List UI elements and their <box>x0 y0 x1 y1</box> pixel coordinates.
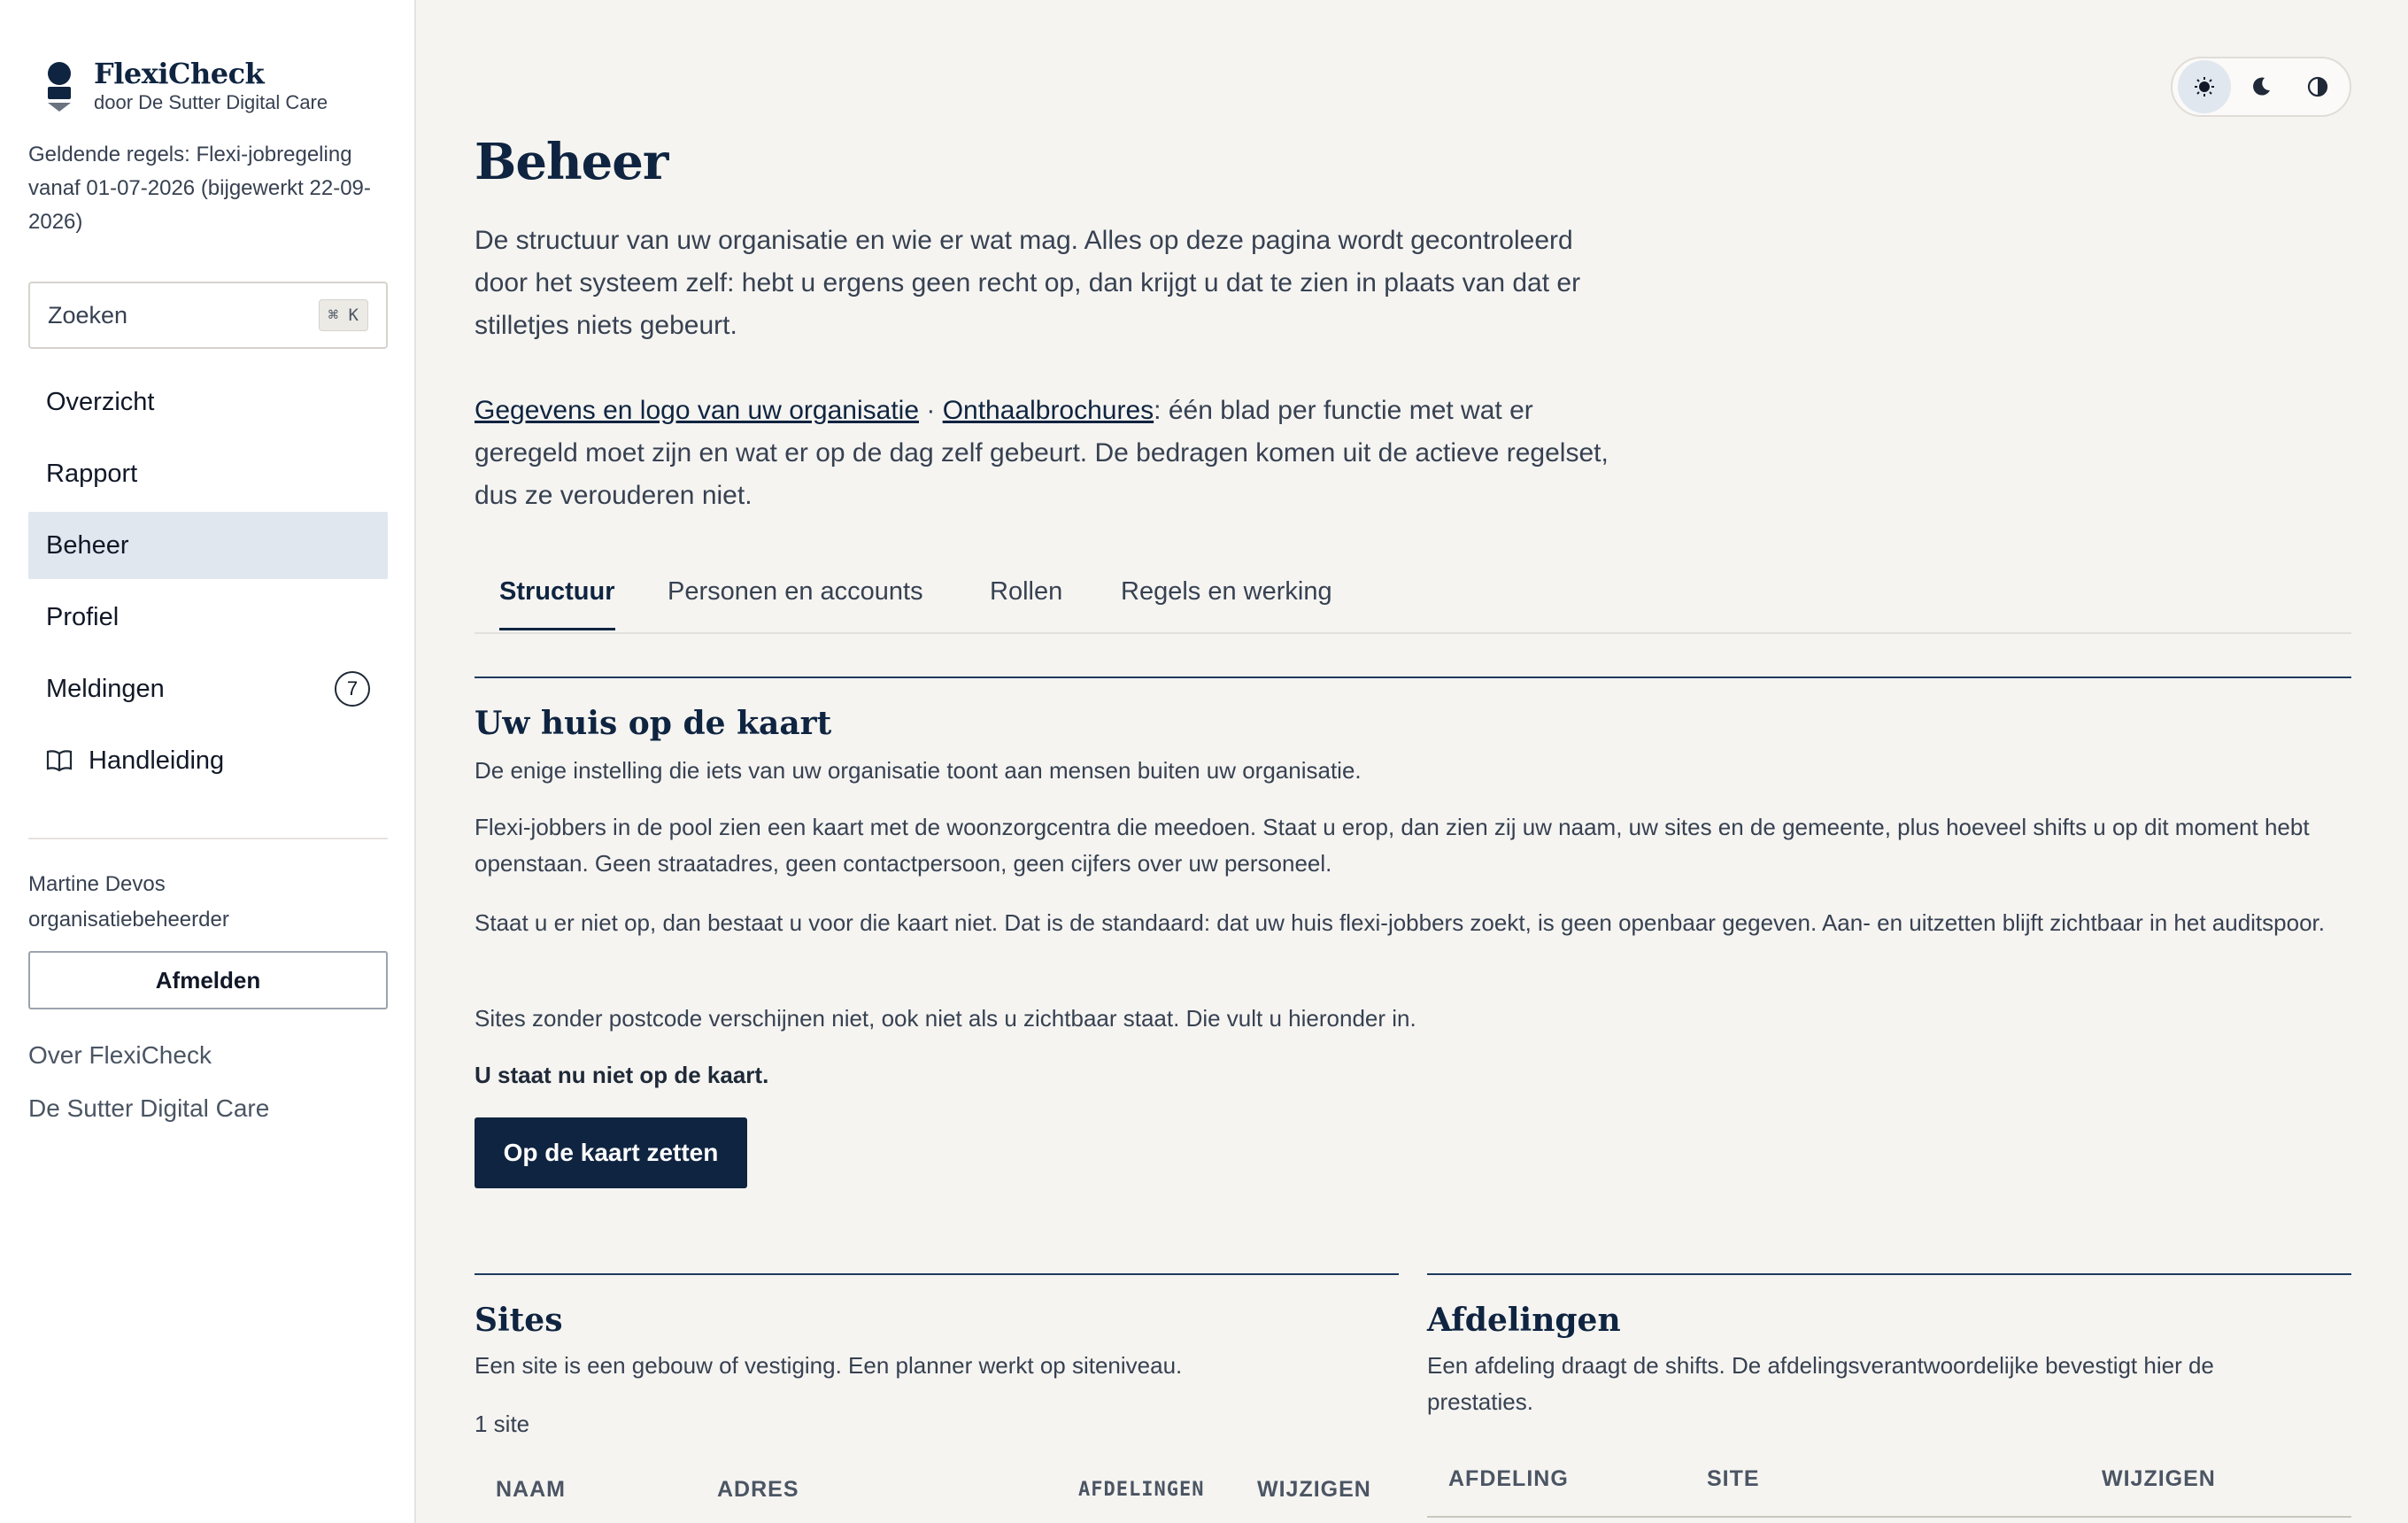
nav-item-handleiding[interactable] <box>28 727 388 794</box>
rules-note: Geldende regels: Flexi-jobregeling vanaf 01-07-2026 (bijgewerkt 22-09-2026) <box>28 143 371 234</box>
map-visibility-status: U staat nu niet op de kaart. <box>475 1062 769 1088</box>
nav-item-overzicht[interactable] <box>28 368 388 436</box>
about-link[interactable]: Over FlexiCheck <box>28 1041 212 1069</box>
sidebar <box>0 0 416 1523</box>
sites-column-header: AFDELINGEN <box>1078 1479 1205 1501</box>
tab-bar <box>475 567 2351 634</box>
moon-icon <box>2250 75 2273 98</box>
logout-button[interactable]: Afmelden <box>28 951 388 1009</box>
nav-item-meldingen[interactable] <box>28 655 388 723</box>
departments-title: Afdelingen <box>1427 1302 1621 1339</box>
map-section-subtitle: De enige instelling die iets van uw organisatie toont aan mensen buiten uw organisatie. <box>475 757 1362 784</box>
tab-regels-en-werking[interactable]: Regels en werking <box>1121 577 1332 606</box>
nav-item-label: Meldingen <box>46 674 165 703</box>
departments-subtitle: Een afdeling draagt de shifts. De afdelingsverantwoordelijke bevestigt hier de prestaties. <box>1427 1352 2214 1415</box>
add-to-map-button[interactable]: Op de kaart zetten <box>475 1117 747 1188</box>
light-theme-button[interactable] <box>2178 60 2231 113</box>
sites-column-header: NAAM <box>496 1477 566 1502</box>
sidebar-divider <box>28 838 388 839</box>
user-name: Martine Devos <box>28 872 166 896</box>
welcome-brochures-link[interactable]: Onthaalbrochures <box>942 396 1154 425</box>
contrast-icon <box>2306 75 2329 98</box>
nav-item-profiel[interactable] <box>28 584 388 651</box>
tab-structuur[interactable]: Structuur <box>499 577 615 630</box>
nav-item-label: Beheer <box>46 530 129 560</box>
brand-name: FlexiCheck <box>94 57 265 90</box>
sites-count: 1 site <box>475 1411 530 1437</box>
departments-column-header: SITE <box>1707 1466 1760 1491</box>
search-input[interactable] <box>28 282 388 349</box>
brochures-description: : één blad per functie met wat er geregeld moet zijn en wat er op de dag zelf gebeurt. De bedragen komen uit de actieve regelset, dus ze verouderen niet. <box>475 396 1609 510</box>
table-header-divider <box>1427 1516 2351 1518</box>
nav-item-label: Rapport <box>46 459 138 488</box>
book-icon <box>46 749 73 772</box>
map-section-paragraph: Flexi-jobbers in de pool zien een kaart met de woonzorgcentra die meedoen. Staat u erop, dan zien zij uw naam, uw sites en de gemeente, plus hoeveel shifts u op dit moment hebt openstaan. Geen straatadres, geen contactpersoon, geen cijfers over uw personeel. <box>475 814 2310 877</box>
theme-switcher <box>2171 57 2351 117</box>
nav-item-beheer[interactable] <box>28 512 388 579</box>
company-link[interactable]: De Sutter Digital Care <box>28 1094 270 1122</box>
sites-column-header: ADRES <box>717 1477 799 1502</box>
tab-personen-en-accounts[interactable]: Personen en accounts <box>668 577 923 606</box>
section-divider <box>475 676 2351 678</box>
page-title: Beheer <box>475 133 668 191</box>
nav-item-label: Profiel <box>46 602 120 631</box>
nav-item-label: Overzicht <box>46 387 155 416</box>
contrast-theme-button[interactable] <box>2291 60 2344 113</box>
map-section-paragraph: Staat u er niet op, dan bestaat u voor die kaart niet. Dat is de standaard: dat uw huis flexi-jobbers zoekt, is geen openbaar gegeven. Aan- en uitzetten blijft zichtbaar in het auditspoor. <box>475 909 2325 936</box>
link-separator: · <box>919 396 943 425</box>
departments-column-header: AFDELING <box>1448 1466 1569 1491</box>
notification-count-badge: 7 <box>335 671 370 707</box>
dark-theme-button[interactable] <box>2234 60 2288 113</box>
brand[interactable] <box>46 57 328 115</box>
map-section-paragraph: Sites zonder postcode verschijnen niet, ook niet als u zichtbaar staat. Die vult u hieronder in. <box>475 1005 1416 1032</box>
sites-title: Sites <box>475 1302 563 1339</box>
sites-column-header: WIJZIGEN <box>1257 1477 1371 1502</box>
flexicheck-logo-icon <box>46 60 73 113</box>
map-section-title: Uw huis op de kaart <box>475 705 832 742</box>
page-links-paragraph <box>475 390 1625 517</box>
departments-column-header: WIJZIGEN <box>2102 1466 2216 1491</box>
sun-icon <box>2193 75 2216 98</box>
nav-item-label: Handleiding <box>89 746 225 775</box>
sites-subtitle: Een site is een gebouw of vestiging. Een planner werkt op siteniveau. <box>475 1352 1183 1379</box>
section-divider <box>1427 1273 2351 1275</box>
search-shortcut-badge: ⌘ K <box>319 299 368 331</box>
user-role: organisatiebeheerder <box>28 908 229 932</box>
section-divider <box>475 1273 1399 1275</box>
main-nav <box>28 368 388 799</box>
nav-item-rapport[interactable] <box>28 440 388 507</box>
brand-subtitle: door De Sutter Digital Care <box>94 91 328 113</box>
page-intro: De structuur van uw organisatie en wie er wat mag. Alles op deze pagina wordt gecontroleerd door het systeem zelf: hebt u ergens geen recht op, dan krijgt u dat te zien in plaats van dat er stilletjes niets gebeurt. <box>475 226 1581 340</box>
search-label: Zoeken <box>48 301 128 329</box>
tab-rollen[interactable]: Rollen <box>990 577 1063 606</box>
organisation-details-link[interactable]: Gegevens en logo van uw organisatie <box>475 396 920 425</box>
